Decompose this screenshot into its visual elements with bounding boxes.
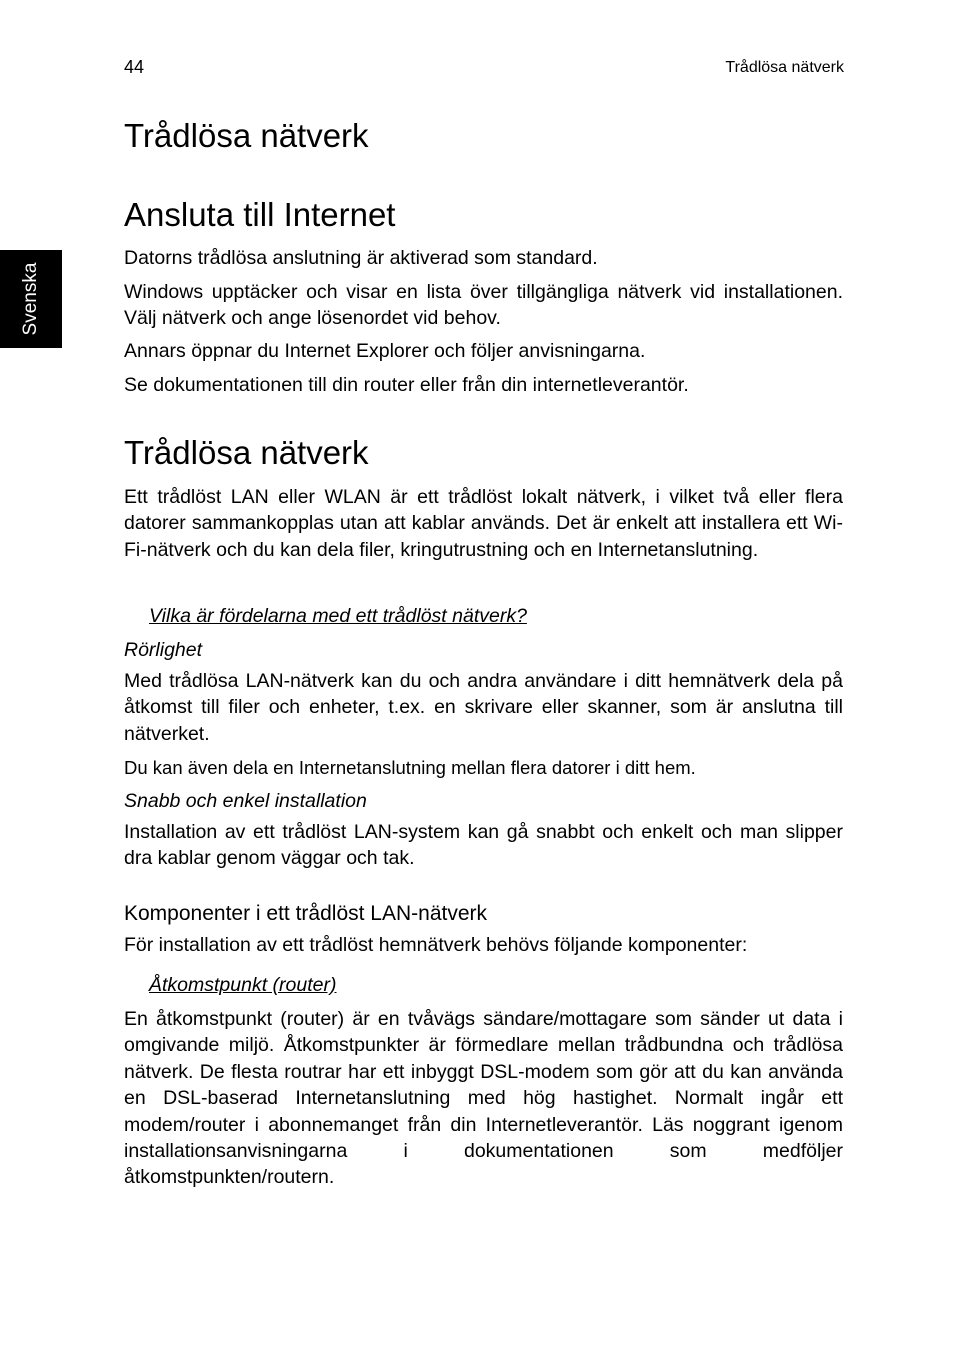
language-side-tab-label: Svenska bbox=[20, 262, 41, 336]
section-heading-components: Komponenter i ett trådlöst LAN-nätverk bbox=[124, 902, 488, 925]
running-header: Trådlösa nätverk bbox=[725, 59, 844, 76]
language-side-tab bbox=[0, 250, 62, 348]
subheading-mobility: Rörlighet bbox=[124, 639, 203, 661]
benefits-question-link[interactable]: Vilka är fördelarna med ett trådlöst nätverk? bbox=[149, 605, 527, 627]
paragraph: Installation av ett trådlöst LAN-system kan gå snabbt och enkelt och man slipper dra kablar genom väggar och tak. bbox=[124, 821, 843, 870]
paragraph: Datorns trådlösa anslutning är aktiverad som standard. bbox=[124, 247, 598, 269]
paragraph: Annars öppnar du Internet Explorer och följer anvisningarna. bbox=[124, 340, 646, 362]
paragraph: Du kan även dela en Internetanslutning mellan flera datorer i ditt hem. bbox=[124, 757, 696, 778]
page-number: 44 bbox=[124, 57, 145, 77]
paragraph: För installation av ett trådlöst hemnätverk behövs följande komponenter: bbox=[124, 934, 748, 956]
paragraph: Ett trådlöst LAN eller WLAN är ett trådlöst lokalt nätverk, i vilket två eller flera datorer sammankopplas utan att kablar används. Det är enkelt att installera ett Wi-Fi-nätverk och du kan dela filer, kringutrustning och en Internetanslutning. bbox=[124, 486, 843, 561]
subheading-installation: Snabb och enkel installation bbox=[124, 790, 367, 812]
section-heading-wireless: Trådlösa nätverk bbox=[124, 434, 369, 471]
paragraph: Med trådlösa LAN-nätverk kan du och andra användare i ditt hemnätverk dela på åtkomst till filer och enheter, t.ex. en skrivare eller skanner, som är anslutna till nätverket. bbox=[124, 670, 843, 745]
section-heading-connect: Ansluta till Internet bbox=[124, 196, 396, 233]
access-point-link[interactable]: Åtkomstpunkt (router) bbox=[149, 974, 337, 996]
page-title: Trådlösa nätverk bbox=[124, 117, 369, 154]
paragraph: Se dokumentationen till din router eller från din internetleverantör. bbox=[124, 374, 689, 396]
paragraph: En åtkomstpunkt (router) är en tvåvägs sändare/mottagare som sänder ut data i omgivande miljö. Åtkomstpunkter är förmedlare mellan trådbundna och trådlösa nätverk. De flesta routrar har ett inbyggt DSL-modem som gör att du kan använda en DSL-baserad Internetanslutning med hög hastighet. Normalt ingår ett modem/router i abonnemanget från din Internetleverantör. Läs noggrant igenom installationsanvisningarna i dokumentationen som medföljer åtkomstpunkten/routern. bbox=[124, 1008, 843, 1189]
paragraph: Windows upptäcker och visar en lista över tillgängliga nätverk vid installationen. Välj nätverk och ange lösenordet vid behov. bbox=[124, 281, 843, 330]
